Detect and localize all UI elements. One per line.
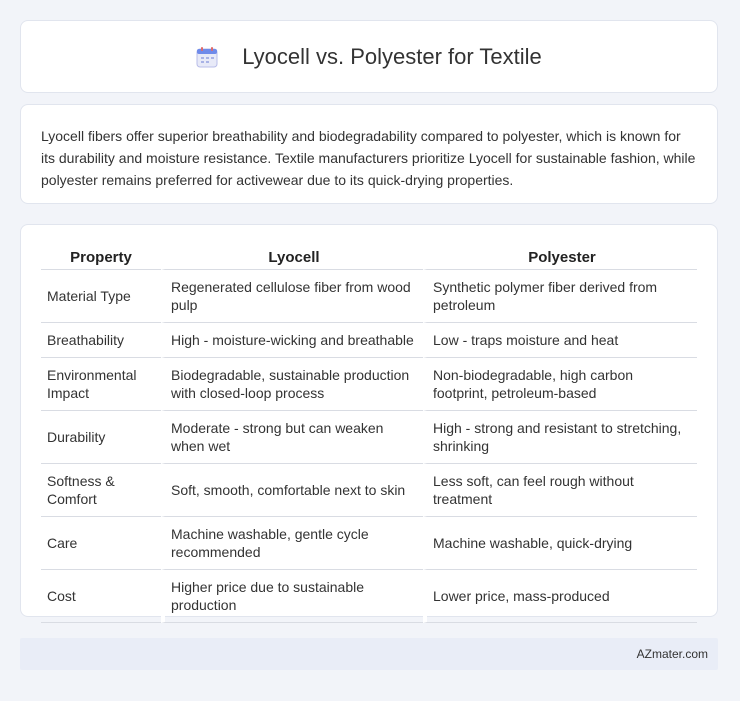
footer-brand[interactable]: AZmater.com <box>636 647 708 661</box>
polyester-cell: Low - traps moisture and heat <box>423 323 697 358</box>
property-cell: Care <box>41 517 161 570</box>
polyester-cell: Non-biodegradable, high carbon footprint, petroleum-based <box>423 358 697 411</box>
property-cell: Breathability <box>41 323 161 358</box>
property-cell: Cost <box>41 570 161 623</box>
lyocell-cell: Regenerated cellulose fiber from wood pulp <box>161 270 423 323</box>
property-cell: Durability <box>41 411 161 464</box>
header-property: Property <box>41 245 161 270</box>
intro-card <box>20 104 718 204</box>
title-card <box>20 20 718 93</box>
table-row <box>41 570 697 623</box>
lyocell-cell: Higher price due to sustainable production <box>161 570 423 623</box>
polyester-cell: High - strong and resistant to stretching, shrinking <box>423 411 697 464</box>
header-polyester: Polyester <box>423 245 697 270</box>
page-title: Lyocell vs. Polyester for Textile <box>242 43 542 69</box>
comparison-card <box>20 224 718 617</box>
polyester-cell: Synthetic polymer fiber derived from petroleum <box>423 270 697 323</box>
lyocell-cell: Biodegradable, sustainable production with closed-loop process <box>161 358 423 411</box>
lyocell-cell: Soft, smooth, comfortable next to skin <box>161 464 423 517</box>
polyester-cell: Less soft, can feel rough without treatment <box>423 464 697 517</box>
table-row <box>41 323 697 358</box>
property-cell: Softness & Comfort <box>41 464 161 517</box>
table-row <box>41 358 697 411</box>
table-header-row <box>41 245 697 270</box>
property-cell: Material Type <box>41 270 161 323</box>
polyester-cell: Machine washable, quick-drying <box>423 517 697 570</box>
property-cell: Environmental Impact <box>41 358 161 411</box>
polyester-cell: Lower price, mass-produced <box>423 570 697 623</box>
table-row <box>41 411 697 464</box>
header-lyocell: Lyocell <box>161 245 423 270</box>
footer-bar <box>20 638 718 670</box>
table-row <box>41 464 697 517</box>
intro-text: Lyocell fibers offer superior breathability and biodegradability compared to polyester, which is known for its durability and moisture resistance. Textile manufacturers prioritize Lyocell for sustainable fashion, while polyester remains preferred for activewear due to its quick-drying properties. <box>41 128 696 188</box>
lyocell-cell: Machine washable, gentle cycle recommended <box>161 517 423 570</box>
lyocell-cell: Moderate - strong but can weaken when wet <box>161 411 423 464</box>
table-row <box>41 517 697 570</box>
lyocell-cell: High - moisture-wicking and breathable <box>161 323 423 358</box>
table-row <box>41 270 697 323</box>
comparison-table <box>41 245 697 623</box>
calendar-icon <box>196 46 218 68</box>
